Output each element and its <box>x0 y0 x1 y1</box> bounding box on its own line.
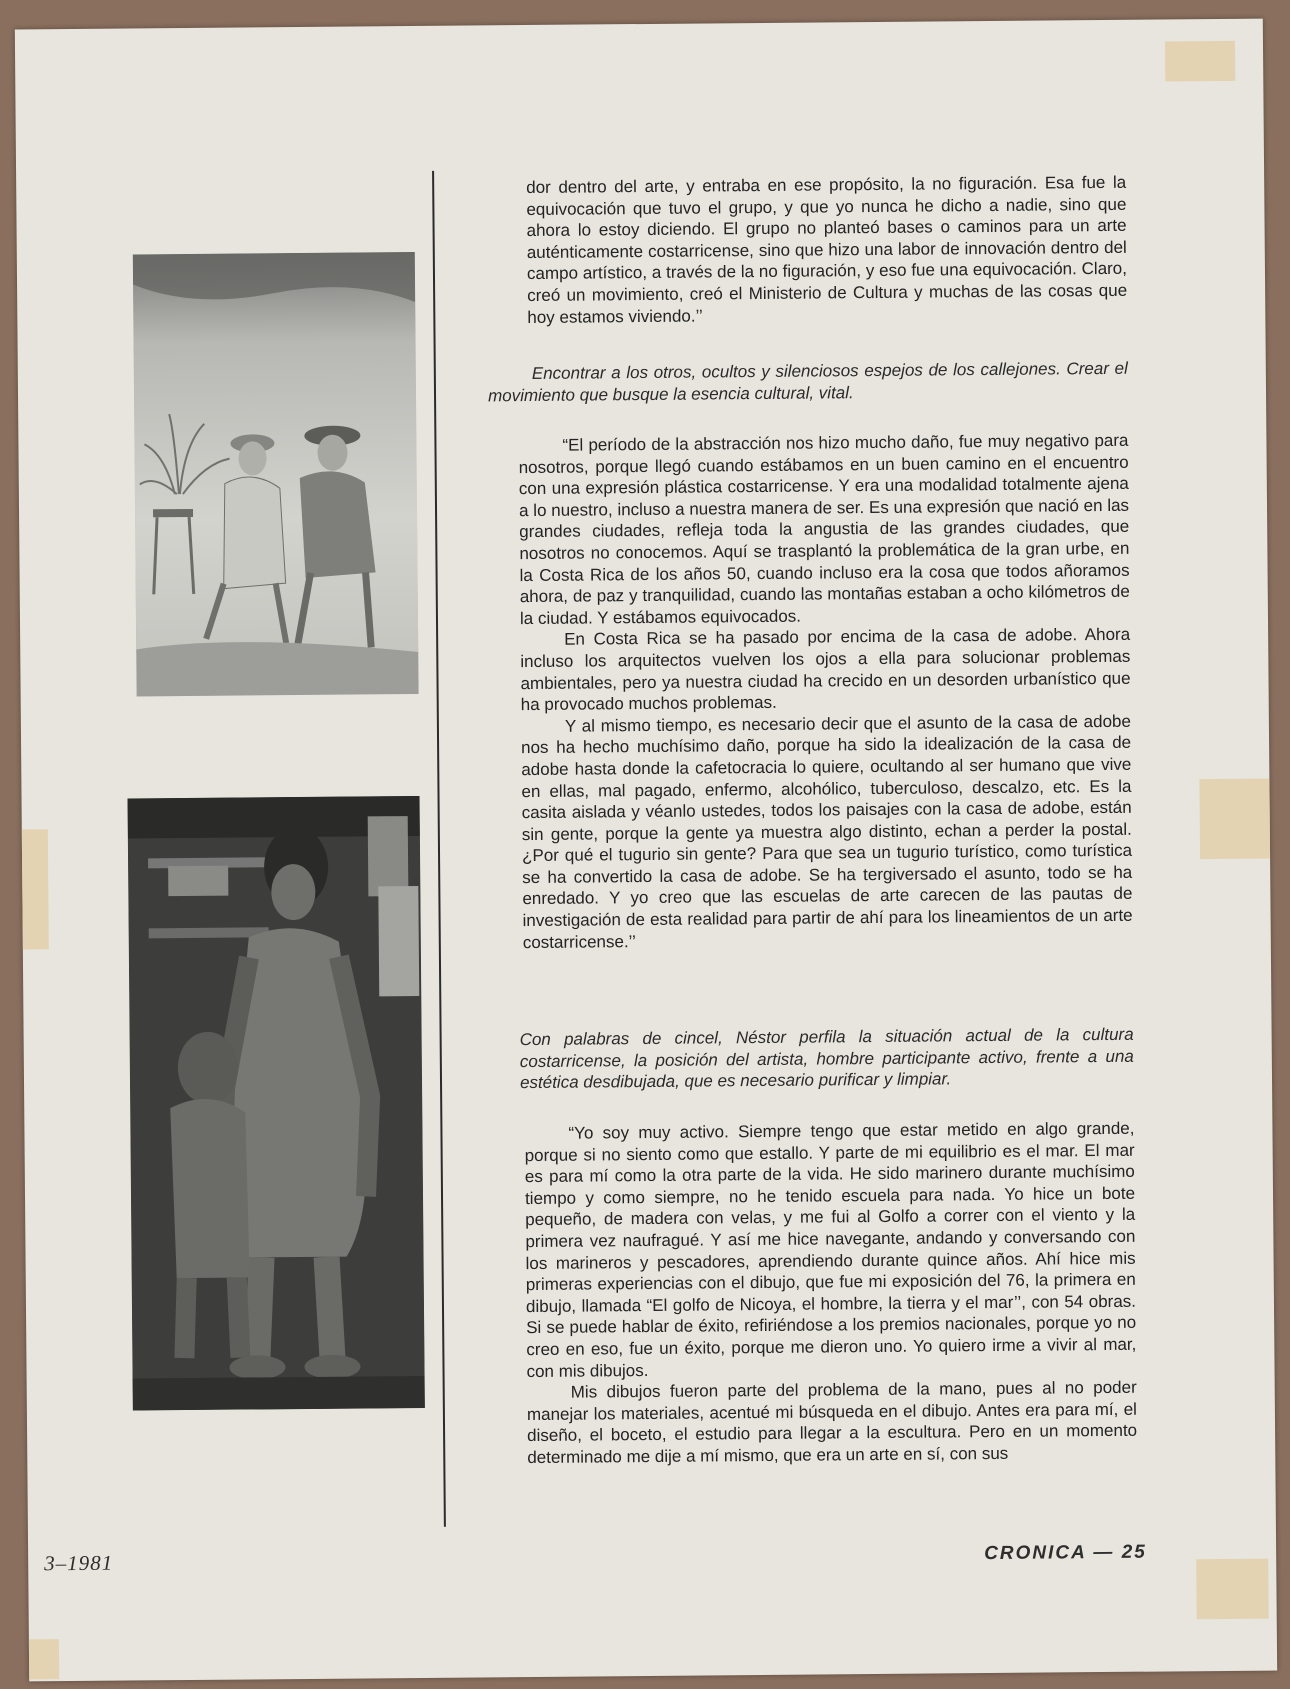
tape-strip <box>29 1639 59 1679</box>
paragraph-text: Mis dibujos fueron parte del problema de la mano, pues al no poder manejar los materiales, acentué mi búsqueda en el dibujo. Antes era para mí, el diseño, el boceto, el estudio para llegar a la escultura. Pero en un momento determinado me dije a mí mismo, que era un arte en sí, con sus <box>526 1377 1138 1467</box>
article-body-1 <box>518 430 1132 954</box>
tape-strip <box>1199 779 1270 860</box>
tape-strip <box>1165 41 1235 82</box>
photo-drawing-seated-men <box>133 252 419 696</box>
italic-text: Encontrar a los otros, ocultos y silenciosos espejos de los callejones. Crear el movimiento que busque la esencia cultural, vital. <box>487 358 1128 405</box>
paragraph-text: “Yo soy muy activo. Siempre tengo que estar metido en algo grande, porque si no siento como que estallo. Y parte de mi equilibrio es el mar. El mar es para mí como la otra parte de la vida. He sido marinero durante muchísimo tiempo y como siempre, no he tenido escuela para nada. Yo hice un bote pequeño, de madera con velas, y me fui al Golfo a correr con el viento y la primera vez naufragué. Y así me hice navegante, andando y conversando con los marineros y pescadores, aprendiendo durante quince años. Ahí hice mis primeras experiencias con el dibujo, que fue mi exposición del 76, la primera en dibujo, llamada “El golfo de Nicoya, el hombre, la tierra y el mar’’, con 54 obras. Si se puede hablar de éxito, refiriéndose a los premios nacionales, porque yo no creo en eso, fue un éxito, porque me dieron uno. Yo quiero irme a vivir al mar, con mis dibujos. <box>524 1118 1137 1381</box>
column-divider <box>432 171 446 1527</box>
paragraph-text: Y al mismo tiempo, es necesario decir que el asunto de la casa de adobe nos ha hecho muchísimo daño, porque ha sido la idealización de la casa de adobe hasta donde la cafetocracia lo quiere, ocultando al ser humano que vive en ellas, mal pagado, enfermo, alcohólico, tuberculoso, descalzo, etc. Es la casita aislada y véanlo ustedes, todos los paisajes con la casa de adobe, están sin gente, porque la gente ya muestra algo distinto, echan a perder la postal. ¿Por qué el tugurio sin gente? Para que sea un tugurio turístico, como turística se ha convertido la casa de adobe. Se ha tergiversado el asunto, todo se ha enredado. Y yo creo que las escuelas de arte carecen de las pautas de investigación de esta realidad para partir de ahí para los lineamientos de un arte costarricense.’’ <box>521 711 1133 952</box>
article-paragraph-intro <box>526 172 1127 328</box>
issue-date: 3–1981 <box>44 1550 114 1576</box>
page-number: CRONICA — 25 <box>984 1541 1147 1565</box>
paragraph-text: dor dentro del arte, y entraba en ese propósito, la no figuración. Esa fue la equivocación que tuvo el grupo, y que yo nunca he dicho a nadie, sino que ahora lo estoy diciendo. El grupo no planteó bases o caminos para un arte auténticamente costarricense, sino que hizo una labor de innovación dentro del campo artístico, a través de la no figuración, y eso fue una equivocación. Claro, creó un movimiento, creó el Ministerio de Cultura y muchas de las cosas que hoy estamos viviendo.’’ <box>526 172 1128 327</box>
italic-caption-2 <box>520 1024 1135 1094</box>
paragraph-text: “El período de la abstracción nos hizo mucho daño, fue muy negativo para nosotros, porque llegó cuando estábamos en un buen camino en el encuentro con una expresión plástica costarricense. Y era una modalidad totalmente ajena a lo nuestro, incluso a nuestra manera de ser. Es una expresión que nació en las grandes ciudades, refleja toda la angustia de las grandes ciudades, que nosotros no conocemos. Aquí se trasplantó la problemática de la gran urbe, en la Costa Rica de los años 50, cuando incluso era la cosa que todos añoramos ahora, de paz y tranquilidad, cuando las montañas estaban a ocho kilómetros de la ciudad. Y estábamos equivocados. <box>518 430 1130 628</box>
tape-strip <box>22 829 49 949</box>
italic-text: Con palabras de cincel, Néstor perfila la situación actual de la cultura costarricense, la posición del artista, hombre participante activo, frente a una estética desdibujada, que es necesario purificar y limpiar. <box>519 1024 1134 1093</box>
drawing-illustration <box>133 252 419 696</box>
photo-sculpture-woman-child <box>128 796 425 1411</box>
magazine-page <box>15 19 1277 1682</box>
article-body-2 <box>524 1118 1137 1469</box>
italic-caption-1 <box>488 358 1128 407</box>
tape-strip <box>1196 1559 1269 1620</box>
sculpture-illustration <box>128 796 425 1411</box>
paragraph-text: En Costa Rica se ha pasado por encima de la casa de adobe. Ahora incluso los arquitectos vuelven los ojos a ella para solucionar problemas ambientales, pero ya nuestra ciudad ha crecido en un desorden urbanístico que ha provocado muchos problemas. <box>520 625 1131 715</box>
